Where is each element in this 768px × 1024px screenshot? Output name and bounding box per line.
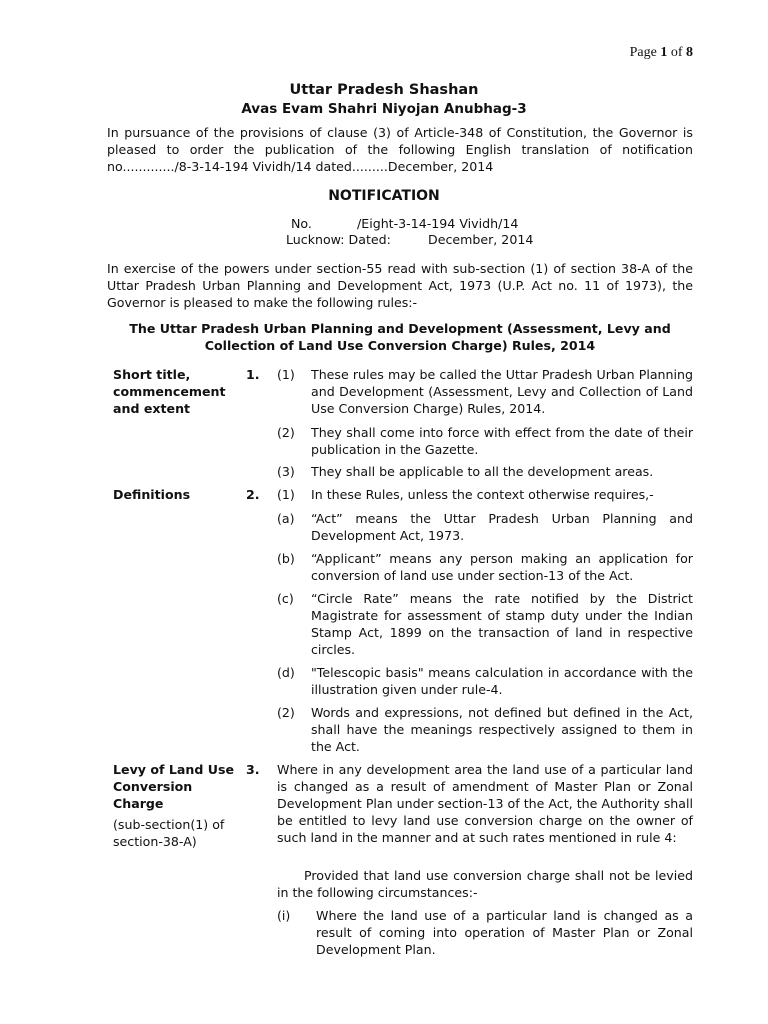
notification-title: NOTIFICATION <box>328 188 440 204</box>
rule1-item2-text: They shall come into force with effect from the date of their publication in the Gazette. <box>311 425 693 457</box>
document-heading: Uttar Pradesh Shashan <box>289 82 479 98</box>
rule2-number: 2. <box>246 487 260 502</box>
notification-no-label: No. <box>291 216 312 231</box>
document-subheading: Avas Evam Shahri Niyojan Anubhag-3 <box>241 101 527 117</box>
rule3-item-i-mark: (i) <box>277 908 291 923</box>
rule3-side-note: (sub-section(1) of section-38-A) <box>113 817 225 849</box>
rule1-side-heading: Short title, commencement and extent <box>113 367 226 416</box>
rule2-side-heading: Definitions <box>113 487 191 502</box>
intro-paragraph: In pursuance of the provisions of clause (3) of Article-348 of Constitution, the Governor is pleased to order the publication of the following English translation of notification no............./8-3-14-194 Vividh/14 dated.........December, 2014 <box>107 125 693 174</box>
rule2-item-b-mark: (b) <box>277 551 295 566</box>
page-number <box>630 44 693 61</box>
rule2-item-c-mark: (c) <box>277 591 294 606</box>
rule1-item3-mark: (3) <box>277 464 295 479</box>
rule1-item1-text: These rules may be called the Uttar Pradesh Urban Planning and Development (Assessment, Levy and Collection of Land Use Conversion Charge) Rules, 2014. <box>311 367 693 416</box>
rule3-item-i-text: Where the land use of a particular land is changed as a result of coming into operation of Master Plan or Zonal Development Plan. <box>316 908 693 957</box>
page-of: of <box>667 45 686 60</box>
rule1-item2-mark: (2) <box>277 425 295 440</box>
notification-no-value: /Eight-3-14-194 Vividh/14 <box>357 216 519 231</box>
exercise-paragraph: In exercise of the powers under section-55 read with sub-section (1) of section 38-A of the Uttar Pradesh Urban Planning and Development Act, 1973 (U.P. Act no. 11 of 1973), the Governor is pleased to make the following rules:- <box>107 261 693 310</box>
rule3-number: 3. <box>246 762 260 777</box>
notification-date-label: Lucknow: Dated: <box>286 232 391 247</box>
rule1-number: 1. <box>246 367 260 382</box>
rule2-item-b-text: “Applicant” means any person making an application for conversion of land use under section-13 of the Act. <box>311 551 693 583</box>
rule2-item1-mark: (1) <box>277 487 295 502</box>
rule3-text: Where in any development area the land use of a particular land is changed as a result of amendment of Master Plan or Zonal Development Plan under section-13 of the Act, the Authority shall be entitled to levy land use conversion charge on the owner of such land in the manner and at such rates mentioned in rule 4: <box>277 762 693 845</box>
rule2-item1-text: In these Rules, unless the context otherwise requires,- <box>311 487 654 502</box>
page-label: Page <box>629 45 661 60</box>
rule2-item-d-mark: (d) <box>277 665 295 680</box>
rule3-side-heading: Levy of Land Use Conversion Charge <box>113 762 235 811</box>
notification-number <box>291 215 518 232</box>
rule2-item2-text: Words and expressions, not defined but defined in the Act, shall have the meanings respectively assigned to them in the Act. <box>311 705 693 754</box>
notification-date <box>286 231 533 248</box>
page-current: 1 <box>660 45 668 60</box>
rules-title: The Uttar Pradesh Urban Planning and Development (Assessment, Levy and Collection of Land Use Conversion Charge) Rules, 2014 <box>129 321 671 353</box>
page-total: 8 <box>686 45 693 60</box>
rule2-item-c-text: “Circle Rate” means the rate notified by the District Magistrate for assessment of stamp duty under the Indian Stamp Act, 1899 on the transaction of land in respective circles. <box>311 591 693 657</box>
rule2-item2-mark: (2) <box>277 705 295 720</box>
rule3-proviso: Provided that land use conversion charge shall not be levied in the following circumstances:- <box>277 868 693 900</box>
rule2-item-a-mark: (a) <box>277 511 295 526</box>
rule1-item3-text: They shall be applicable to all the development areas. <box>311 464 654 479</box>
rule2-item-d-text: "Telescopic basis" means calculation in accordance with the illustration given under rule-4. <box>311 665 693 697</box>
rule2-item-a-text: “Act” means the Uttar Pradesh Urban Planning and Development Act, 1973. <box>311 511 693 543</box>
rule1-item1-mark: (1) <box>277 367 295 382</box>
notification-date-value: December, 2014 <box>428 232 534 247</box>
